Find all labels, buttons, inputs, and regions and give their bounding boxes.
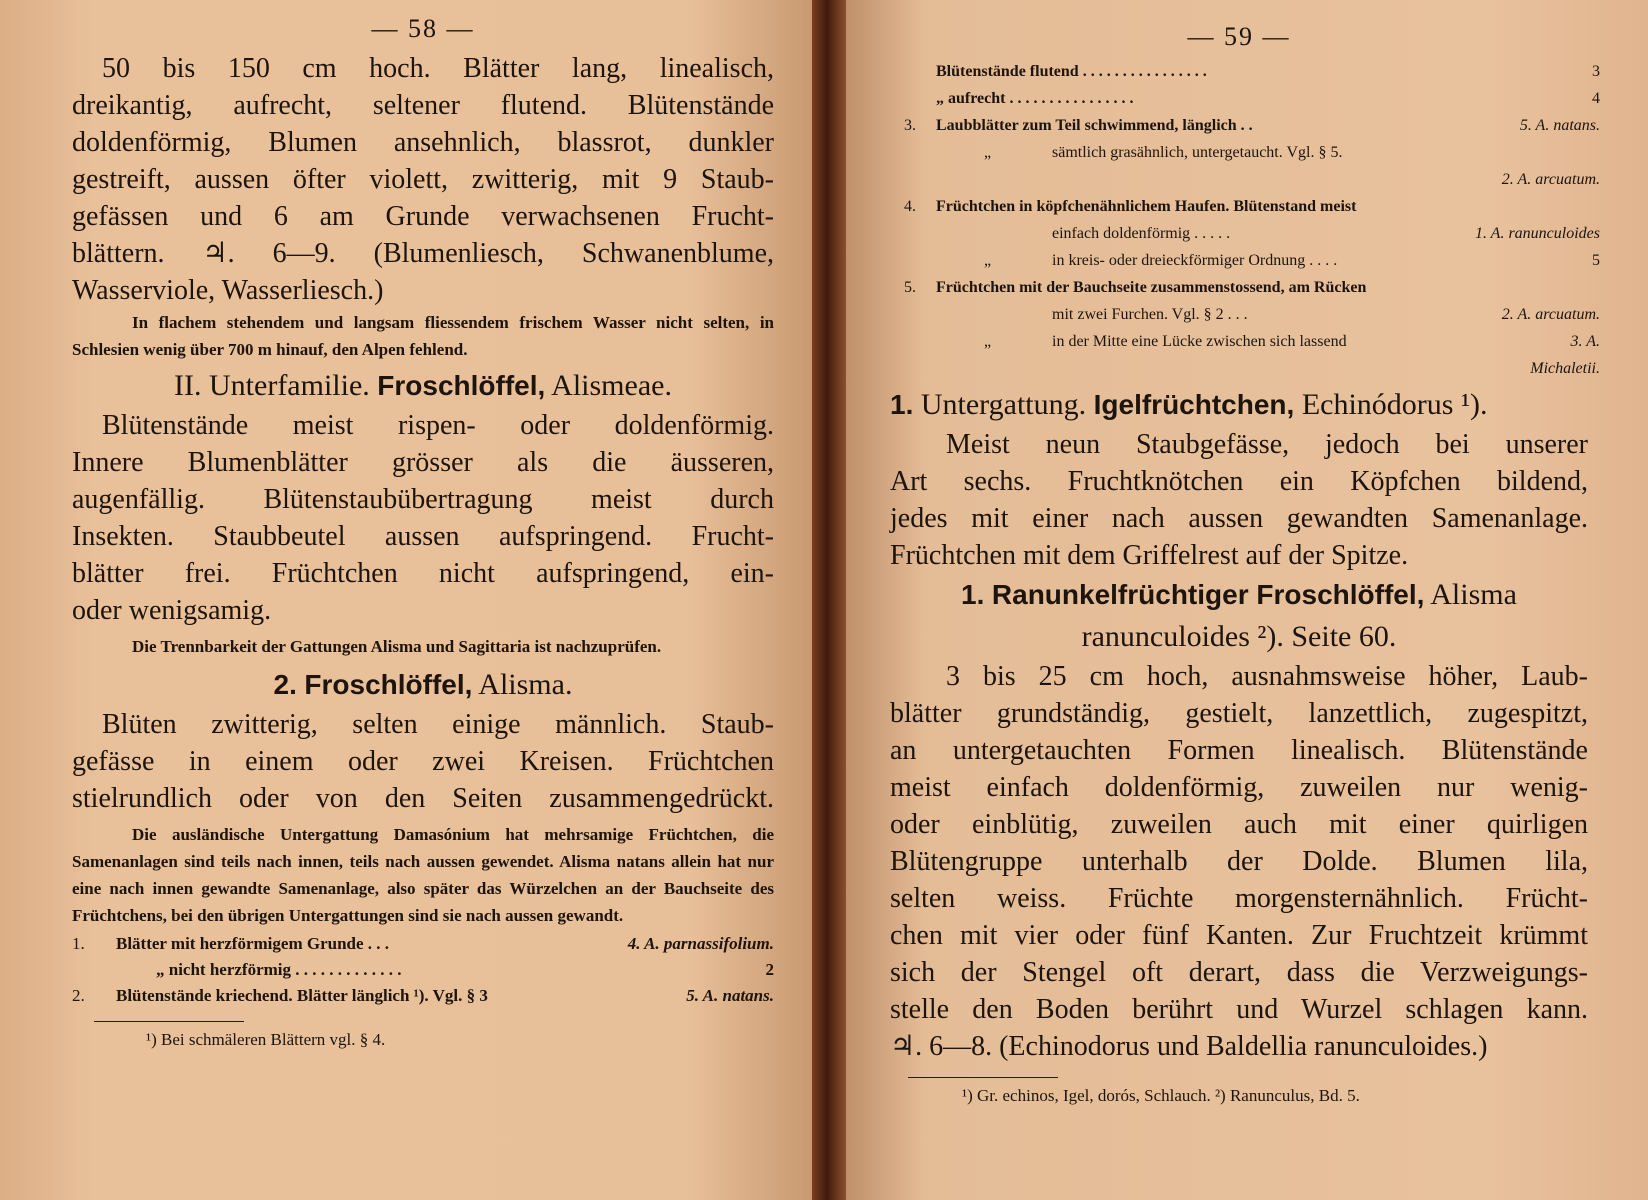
key-text: Laubblätter zum Teil schwimmend, länglich . . [936, 117, 1253, 134]
key-row [904, 220, 1600, 247]
text-line: Blütengruppe unterhalb der Dolde. Blumen lila, [890, 846, 1588, 877]
page-number: — 59 — [1187, 22, 1291, 51]
key-row [904, 274, 1600, 301]
key-number: 1. [72, 934, 85, 953]
key-text: einfach doldenförmig . . . . . [1052, 225, 1231, 242]
key-number: „ [984, 144, 992, 161]
text-line: Wasserviole, Wasserliesch.) [72, 275, 384, 306]
key-text: in kreis- oder dreieckförmiger Ordnung . . . . [1052, 252, 1338, 269]
key-text: Blütenstände kriechend. Blätter länglich ¹). Vgl. § 3 [116, 986, 488, 1005]
subgenus-heading [890, 384, 1588, 426]
subfamily-name: Froschlöffel, [377, 370, 546, 401]
key-text: Blätter mit herzförmigem Grunde . . . [116, 934, 390, 953]
subfamily-description [72, 407, 774, 629]
text-line: Blüten zwitterig, selten einige männlich. Staub- [102, 709, 774, 740]
subgenus-description [890, 426, 1588, 574]
subfamily-heading [72, 365, 774, 407]
key-result: 5 [1592, 252, 1600, 269]
text-line: augenfällig. Blütenstaubübertragung meist durch [72, 484, 774, 515]
footnote: ¹) Bei schmäleren Blättern vgl. § 4. [146, 1030, 386, 1049]
key-result: 3. A. [1570, 333, 1600, 350]
page-number: — 58 — [371, 14, 475, 43]
key-row [904, 58, 1600, 85]
separability-note: Die Trennbarkeit der Gattungen Alisma und Sagittaria ist nachzuprüfen. [132, 637, 662, 656]
footnote-rule [94, 1021, 244, 1022]
subfamily-latin: Alismeae. [551, 369, 672, 402]
species-latin: Alisma [1430, 578, 1517, 611]
key-row [904, 193, 1600, 220]
key-result: 4. A. parnassifolium. [627, 934, 774, 953]
genus-name: Froschlöffel, [304, 669, 473, 700]
key-number: 4. [904, 198, 916, 215]
species-heading-cont: ranunculoides ²). Seite 60. [1081, 620, 1397, 653]
subgenus-number: 1. [890, 389, 914, 420]
text-line: an untergetauchten Formen linealisch. Blütenstände [890, 735, 1588, 766]
text-line: chen mit vier oder fünf Kanten. Zur Fruchtzeit krümmt [890, 920, 1588, 951]
key-result: 2 [765, 960, 774, 979]
species-heading [890, 574, 1588, 616]
key-text: Blütenstände flutend . . . . . . . . . . . . . . . . [936, 63, 1207, 80]
text-line: oder wenigsamig. [72, 595, 272, 626]
key-row [72, 983, 774, 1009]
text-line: oder einblütig, zuweilen auch mit einer quirligen [890, 809, 1588, 840]
key-number: „ [984, 333, 992, 350]
text-line: doldenförmig, Blumen ansehnlich, blassrot, dunkler [72, 127, 774, 158]
text-line: selten weiss. Früchte morgensternähnlich. Frücht- [890, 883, 1588, 914]
text-line: gefässen und 6 am Grunde verwachsenen Frucht- [72, 201, 774, 232]
key-number: 5. [904, 279, 916, 296]
key-result: 5. A. natans. [1519, 117, 1600, 134]
genus-description [72, 706, 774, 817]
key-result: 2. A. arcuatum. [1501, 171, 1600, 188]
right-page [846, 0, 1648, 1200]
footnote: ¹) Gr. echinos, Igel, dorós, Schlauch. ²) Ranunculus, Bd. 5. [962, 1086, 1360, 1105]
key-row [72, 957, 774, 983]
genus-latin: Alisma. [478, 668, 573, 701]
genus-number: 2. [273, 669, 297, 700]
subgenus-name: Igelfrüchtchen, [1093, 389, 1295, 420]
key-row [904, 328, 1600, 355]
key-text: mit zwei Furchen. Vgl. § 2 . . . [1052, 306, 1248, 323]
key-result: 1. A. ranunculoides [1474, 225, 1600, 242]
species-name: Ranunkelfrüchtiger Froschlöffel, [991, 579, 1425, 610]
text-line: gestreift, aussen öfter violett, zwitterig, mit 9 Staub- [72, 164, 774, 195]
key-text: „ nicht herzförmig . . . . . . . . . . . . . [156, 960, 402, 979]
subfamily-prefix: II. Unterfamilie. [174, 369, 370, 402]
subgenus-prefix: Untergattung. [920, 388, 1087, 421]
key-row [904, 355, 1600, 382]
text-line: blätter grundständig, gestielt, lanzettlich, zugespitzt, [890, 698, 1588, 729]
key-text: in der Mitte eine Lücke zwischen sich lassend [1052, 333, 1347, 350]
text-line: stelle den Boden berührt und Wurzel schlagen kann. [890, 994, 1588, 1025]
genus-heading [72, 664, 774, 706]
key-text: sämtlich grasähnlich, untergetaucht. Vgl. § 5. [1052, 144, 1343, 161]
key-number: 2. [72, 986, 85, 1005]
subgenus-latin: Echinódorus ¹). [1301, 388, 1488, 421]
species-description [890, 658, 1588, 1065]
key-number: 3. [904, 117, 916, 134]
species-description [72, 50, 774, 309]
key-row [904, 301, 1600, 328]
key-row [904, 247, 1600, 274]
text-line: blättern. ♃. 6—9. (Blumenliesch, Schwanenblume, [72, 238, 774, 269]
text-line: stielrundlich oder von den Seiten zusammengedrückt. [72, 783, 774, 814]
text-line: Meist neun Staubgefässe, jedoch bei unserer [946, 429, 1588, 460]
key-number: „ [984, 252, 992, 269]
determination-key [72, 931, 774, 1009]
text-line: Blütenstände meist rispen- oder doldenförmig. [102, 410, 774, 441]
key-result: Michaletii. [1530, 360, 1600, 377]
key-text: Früchtchen mit der Bauchseite zusammenstossend, am Rücken [936, 279, 1367, 296]
text-line: Art sechs. Fruchtknötchen ein Köpfchen bildend, [890, 466, 1588, 497]
text-line: gefässe in einem oder zwei Kreisen. Früchtchen [72, 746, 774, 777]
key-result: 2. A. arcuatum. [1501, 306, 1600, 323]
text-line: 3 bis 25 cm hoch, ausnahmsweise höher, Laub- [946, 661, 1588, 692]
text-line: 50 bis 150 cm hoch. Blätter lang, linealisch, [102, 53, 774, 84]
text-line: Früchtchen mit dem Griffelrest auf der Spitze. [890, 540, 1409, 571]
text-line: blätter frei. Früchtchen nicht aufspringend, ein- [72, 558, 774, 589]
text-line: meist einfach doldenförmig, zuweilen nur wenig- [890, 772, 1588, 803]
text-line: ♃. 6—8. (Echinodorus und Baldellia ranunculoides.) [890, 1031, 1488, 1062]
key-row [904, 112, 1600, 139]
key-result: 3 [1592, 63, 1600, 80]
subgenus-note: Die ausländische Untergattung Damasónium hat mehrsamige Früchtchen, die Samenanlagen sind teils nach innen, teils nach aussen gewendet. Alisma natans allein hat nur eine nach innen gewandte Samenanlage, also später das Würzelchen an der Bauchseite des Früchtchens, bei den übrigen Untergattungen sind sie nach aussen gewandt. [72, 825, 774, 925]
key-text: Früchtchen in köpfchenähnlichem Haufen. Blütenstand meist [936, 198, 1357, 215]
text-line: sich der Stengel oft derart, dass die Verzweigungs- [890, 957, 1588, 988]
text-line: dreikantig, aufrecht, seltener flutend. Blütenstände [72, 90, 774, 121]
left-page [0, 0, 812, 1200]
key-row [904, 139, 1600, 166]
key-row [904, 166, 1600, 193]
key-text: „ aufrecht . . . . . . . . . . . . . . . . [936, 90, 1134, 107]
footnote-rule [908, 1077, 1058, 1078]
key-result: 4 [1592, 90, 1600, 107]
key-row [904, 85, 1600, 112]
text-line: Innere Blumenblätter grösser als die äusseren, [72, 447, 774, 478]
text-line: jedes mit einer nach aussen gewandten Samenanlage. [890, 503, 1588, 534]
determination-key [890, 58, 1600, 382]
species-number: 1. [961, 579, 985, 610]
key-result: 5. A. natans. [686, 986, 774, 1005]
book-gutter [812, 0, 846, 1200]
habitat-note: In flachem stehendem und langsam fliessendem frischem Wasser nicht selten, in Schlesien wenig über 700 m hinauf, den Alpen fehlend. [72, 313, 774, 359]
key-row [72, 931, 774, 957]
text-line: Insekten. Staubbeutel aussen aufspringend. Frucht- [72, 521, 774, 552]
